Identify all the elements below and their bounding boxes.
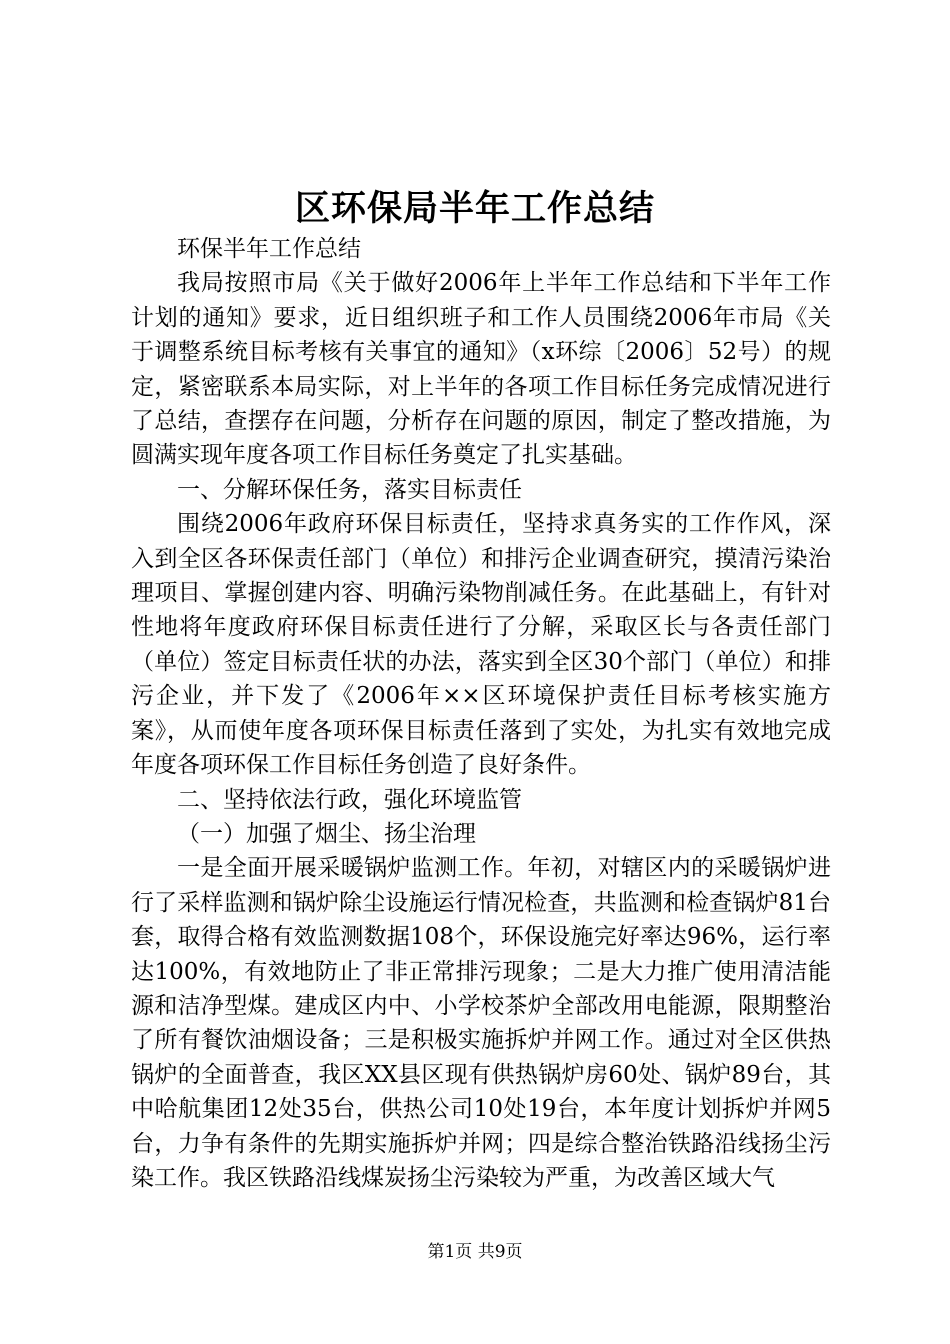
paragraph-subtitle: 环保半年工作总结	[177, 236, 361, 262]
document-title: 区环保局半年工作总结	[294, 188, 655, 229]
paragraph-subsection-2-1: 一是全面开展采暖锅炉监测工作。年初，对辖区内的采暖锅炉进行了采样监测和锅炉除尘设施运行情况检查，共监测和检查锅炉81台套，取得合格有效监测数据108个，环保设施完好率达96%，运行率达100%，有效地防止了非正常排污现象；二是大力推广使用清洁能源和洁净型煤。建成区内中、小学校茶炉全部改用电能源，限期整治了所有餐饮油烟设备；三是积极实施拆炉并网工作。通过对全区供热锅炉的全面普查，我区XX县区现有供热锅炉房60处、锅炉89台，其中哈航集团12处35台，供热公司10处19台，本年度计划拆炉并网5台，力争有条件的先期实施拆炉并网；四是综合整治铁路沿线扬尘污染工作。我区铁路沿线煤炭扬尘污染较为严重，为改善区域大气	[131, 855, 831, 1191]
page-number-footer: 第1页 共9页	[427, 1242, 523, 1262]
section-heading-2: 二、坚持依法行政，强化环境监管	[177, 786, 522, 813]
paragraph-intro: 我局按照市局《关于做好2006年上半年工作总结和下半年工作计划的通知》要求，近日组织班子和工作人员围绕2006年市局《关于调整系统目标考核有关事宜的通知》（x环综〔2006〕52号）的规定，紧密联系本局实际，对上半年的各项工作目标任务完成情况进行了总结，查摆存在问题，分析存在问题的原因，制定了整改措施，为圆满实现年度各项工作目标任务奠定了扎实基础。	[131, 270, 831, 469]
document-body	[131, 232, 831, 1195]
paragraph-section-1: 围绕2006年政府环保目标责任，坚持求真务实的工作作风，深入到全区各环保责任部门（单位）和排污企业调查研究，摸清污染治理项目、掌握创建内容、明确污染物削减任务。在此基础上，有针对性地将年度政府环保目标责任进行了分解，采取区长与各责任部门（单位）签定目标责任状的办法，落实到全区30个部门（单位）和排污企业，并下发了《2006年××区环境保护责任目标考核实施方案》，从而使年度各项环保目标责任落到了实处，为扎实有效地完成年度各项环保工作目标任务创造了良好条件。	[131, 511, 831, 779]
subsection-heading-2-1: （一）加强了烟尘、扬尘治理	[177, 820, 476, 847]
section-heading-1: 一、分解环保任务，落实目标责任	[177, 476, 522, 503]
